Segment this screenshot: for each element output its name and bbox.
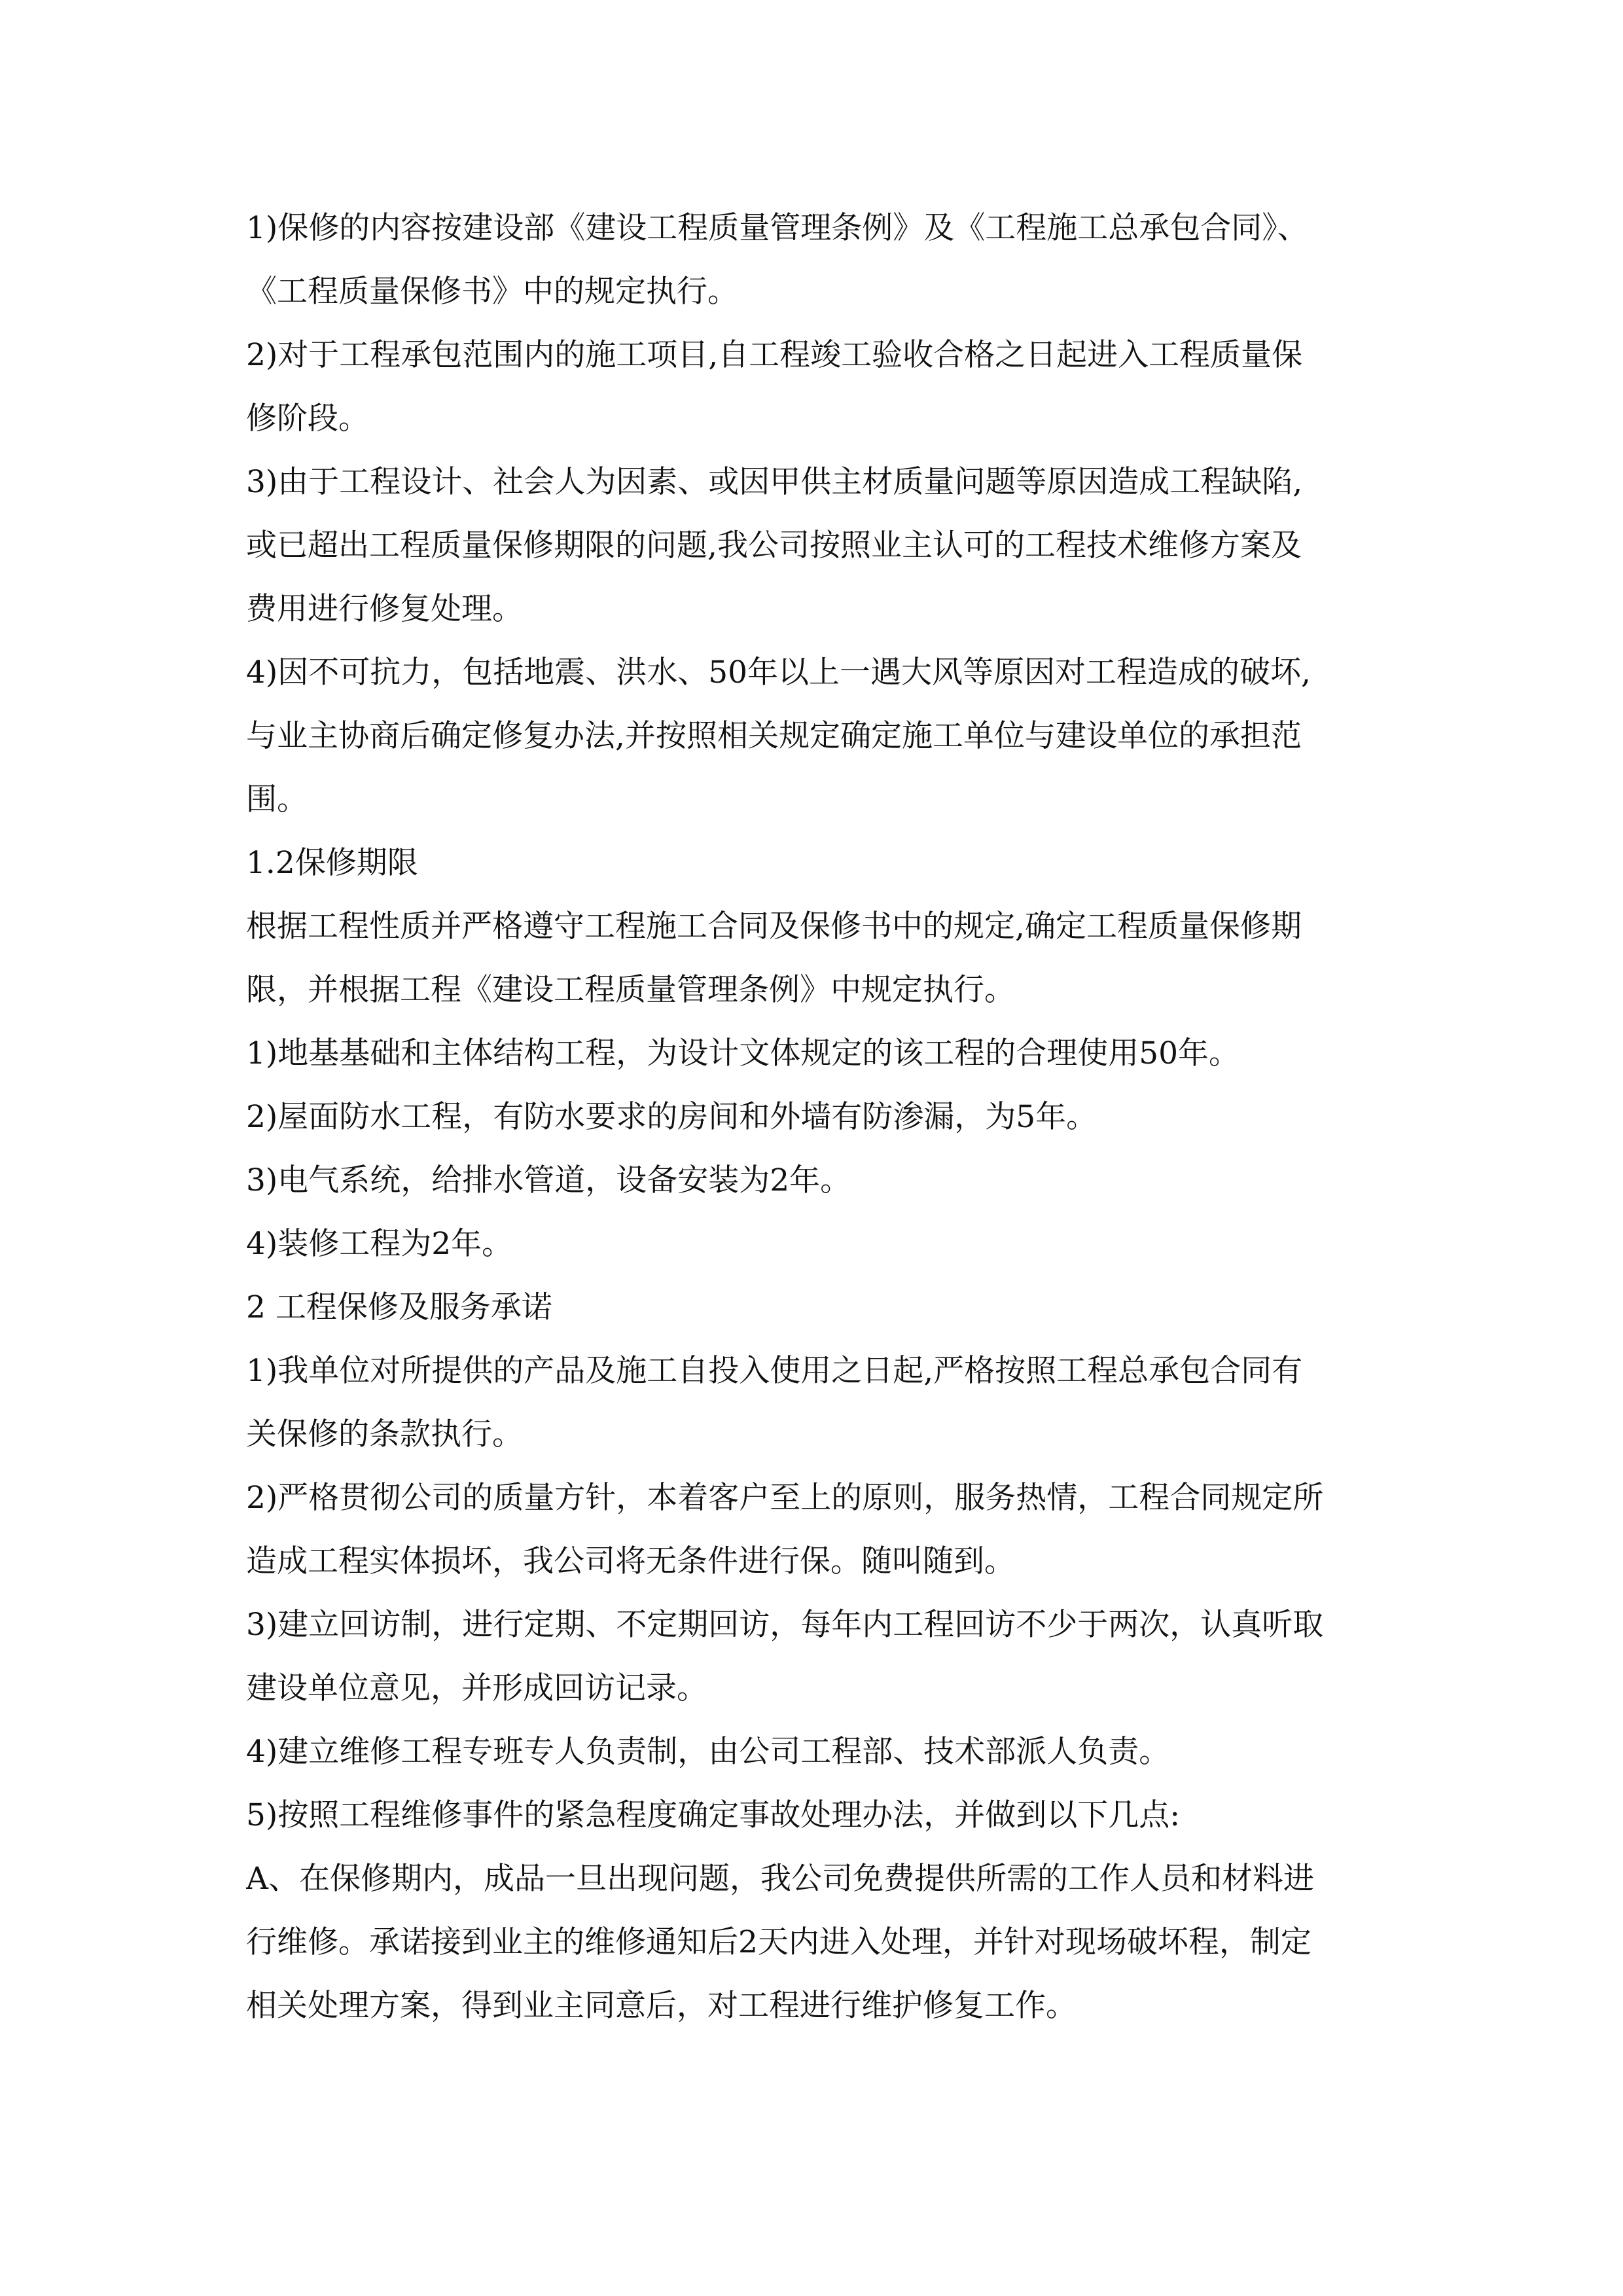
section-heading: 2 工程保修及服务承诺 bbox=[246, 1289, 552, 1325]
text-line: 1)我单位对所提供的产品及施工自投入使用之日起,严格按照工程总承包合同有 bbox=[246, 1353, 1303, 1389]
text-line: 1)地基基础和主体结构工程，为设计文体规定的该工程的合理使用50年。 bbox=[246, 1035, 1240, 1071]
text-line: 2)对于工程承包范围内的施工项目,自工程竣工验收合格之日起进入工程质量保 bbox=[246, 337, 1303, 373]
text-line: 行维修。承诺接到业主的维修通知后2天内进入处理，并针对现场破坏程，制定 bbox=[246, 1924, 1311, 1960]
text-line: 4)因不可抗力，包括地震、洪水、50年以上一遇大风等原因对工程造成的破坏, bbox=[246, 655, 1311, 691]
text-line: 费用进行修复处理。 bbox=[246, 591, 523, 627]
text-line: 3)建立回访制，进行定期、不定期回访，每年内工程回访不少于两次，认真听取 bbox=[246, 1607, 1324, 1643]
text-line: 3)由于工程设计、社会人为因素、或因甲供主材质量问题等原因造成工程缺陷, bbox=[246, 464, 1303, 500]
text-line: 4)建立维修工程专班专人负责制，由公司工程部、技术部派人负责。 bbox=[246, 1734, 1170, 1770]
text-line: A、在保修期内，成品一旦出现问题，我公司免费提供所需的工作人员和材料进 bbox=[246, 1861, 1314, 1897]
text-line: 2)严格贯彻公司的质量方针，本着客户至上的原则，服务热情，工程合同规定所 bbox=[246, 1480, 1324, 1516]
text-line: 3)电气系统，给排水管道，设备安装为2年。 bbox=[246, 1162, 851, 1198]
text-line: 围。 bbox=[246, 781, 308, 817]
text-line: 或已超出工程质量保修期限的问题,我公司按照业主认可的工程技术维修方案及 bbox=[246, 528, 1302, 564]
text-line: 关保修的条款执行。 bbox=[246, 1416, 523, 1452]
text-line: 2)屋面防水工程，有防水要求的房间和外墙有防渗漏，为5年。 bbox=[246, 1099, 1097, 1135]
section-heading: 1.2保修期限 bbox=[246, 845, 418, 881]
text-line: 根据工程性质并严格遵守工程施工合同及保修书中的规定,确定工程质量保修期 bbox=[246, 908, 1302, 944]
text-line: 限，并根据工程《建设工程质量管理条例》中规定执行。 bbox=[246, 972, 1015, 1008]
text-line: 建设单位意见，并形成回访记录。 bbox=[246, 1670, 707, 1706]
text-line: 《工程质量保修书》中的规定执行。 bbox=[246, 274, 738, 310]
text-line: 4)装修工程为2年。 bbox=[246, 1226, 513, 1262]
text-line: 修阶段。 bbox=[246, 401, 369, 437]
text-line: 1)保修的内容按建设部《建设工程质量管理条例》及《工程施工总承包合同》、 bbox=[246, 210, 1308, 246]
text-line: 与业主协商后确定修复办法,并按照相关规定确定施工单位与建设单位的承担范 bbox=[246, 718, 1302, 754]
text-line: 5)按照工程维修事件的紧急程度确定事故处理办法，并做到以下几点: bbox=[246, 1797, 1181, 1833]
text-line: 相关处理方案，得到业主同意后，对工程进行维护修复工作。 bbox=[246, 1988, 1077, 2024]
text-line: 造成工程实体损坏，我公司将无条件进行保。随叫随到。 bbox=[246, 1543, 1015, 1579]
document-body bbox=[246, 196, 1385, 2037]
